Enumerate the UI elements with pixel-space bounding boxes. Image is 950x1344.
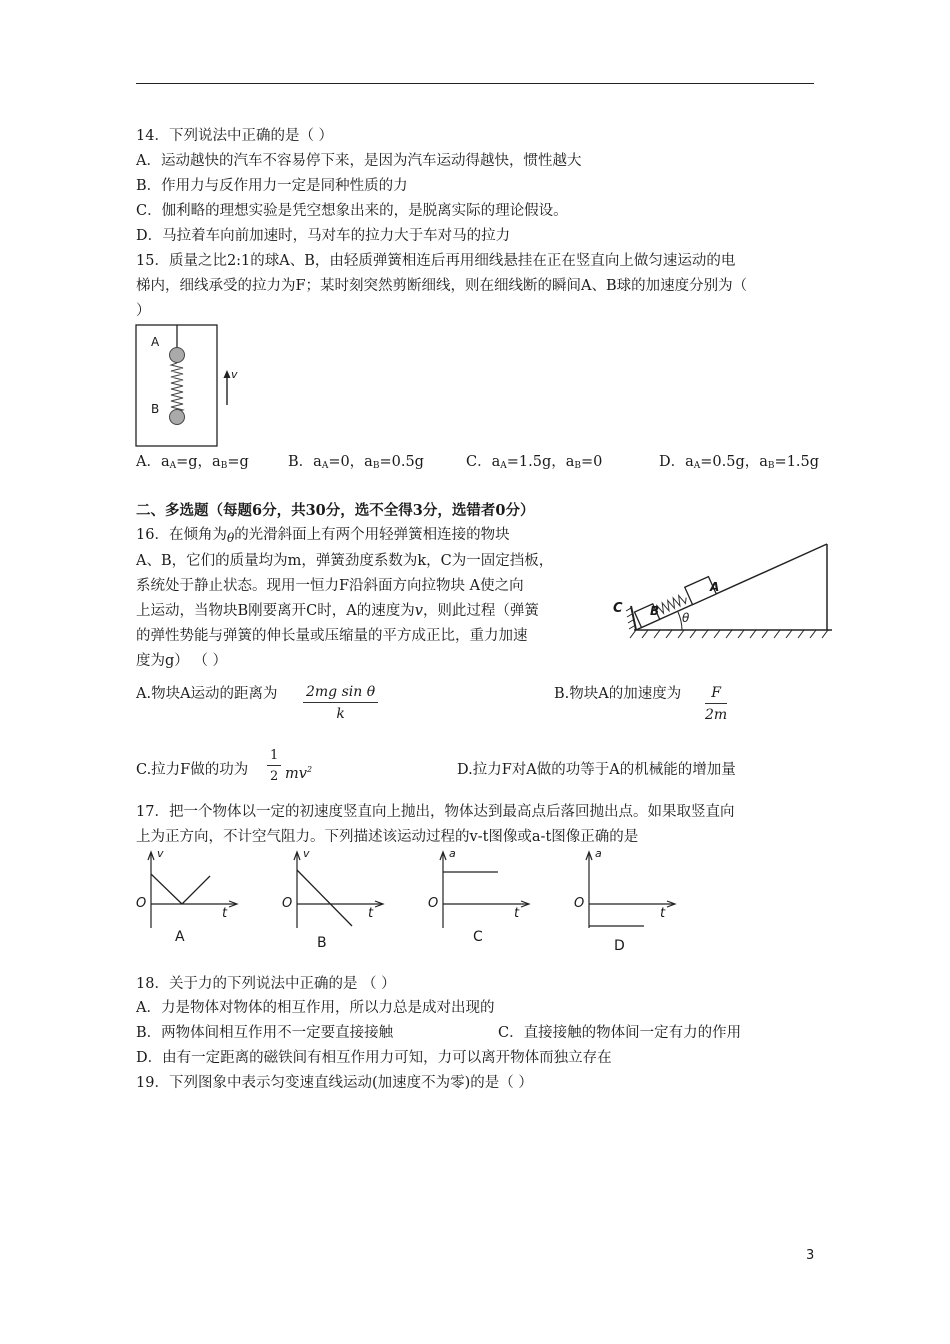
header-rule — [136, 83, 814, 84]
q16-stem-line5: 的弹性势能与弹簧的伸长量或压缩量的平方成正比，重力加速 — [136, 628, 528, 644]
q19-stem: 19．下列图象中表示匀变速直线运动(加速度不为零)的是（ ） — [136, 1075, 533, 1091]
q16-option-d: D.拉力F对A做的功等于A的机械能的增加量 — [457, 762, 736, 778]
q16-stem-line3: 系统处于静止状态。现用一恒力F沿斜面方向拉物块 A使之向 — [136, 578, 524, 594]
graph-a-line-up — [182, 876, 210, 904]
q18-option-a: A．力是物体对物体的相互作用，所以力总是成对出现的 — [136, 1000, 495, 1016]
q17-stem-line2: 上为正方向，不计空气阻力。下列描述该运动过程的v-t图像或a-t图像正确的是 — [136, 829, 639, 845]
graph-d-y-label: a — [595, 847, 602, 860]
graph-c-label: C — [473, 929, 483, 945]
q18-option-d: D．由有一定距离的磁铁间有相互作用力可知，力可以离开物体而独立存在 — [136, 1050, 612, 1066]
graph-c-y-label: a — [449, 847, 456, 860]
q16-option-c-fraction: $\frac{1}{2}$ — [267, 748, 281, 784]
q16-option-c-expr: $mv^2$ — [285, 765, 313, 782]
q16-stem-line1: 16．在倾角为$_\theta$的光滑斜面上有两个用轻弹簧相连接的物块 — [136, 527, 510, 545]
q18-option-b: B．两物体间相互作用不一定要直接接触 — [136, 1025, 394, 1041]
spring — [171, 363, 183, 412]
section-heading: 二、多选题（每题6分，共30分，选不全得3分，选错者0分） — [136, 502, 535, 519]
q14-option-d: D．马拉着车向前加速时，马对车的拉力大于车对马的拉力 — [136, 228, 511, 244]
graph-a-origin: O — [136, 896, 147, 911]
graph-d-x-label: t — [660, 906, 666, 921]
page-number: 3 — [806, 1248, 815, 1263]
graph-b-origin: O — [282, 896, 293, 911]
q16-incline-figure — [614, 536, 834, 646]
graph-a-line-down — [151, 874, 182, 904]
q16-label-b: B — [650, 604, 660, 618]
ball-a — [170, 348, 185, 363]
q16-option-b-fraction: $\frac{F}{2m}$ — [705, 685, 728, 723]
q15-label-b: B — [151, 402, 160, 416]
q15-stem-line3: ） — [136, 303, 151, 319]
q15-label-v: v — [231, 368, 238, 381]
graph-a-label: A — [175, 929, 185, 945]
q16-stem-line6: 度为g） （ ） — [136, 653, 227, 669]
graph-d-label: D — [614, 938, 625, 954]
q15-stem-line1: 15．质量之比2:1的球A、B，由轻质弹簧相连后再用细线悬挂在正在竖直向上做匀速运动的电 — [136, 253, 736, 269]
q15-option-d: D．$a_A=0.5g$，$a_B=1.5g$ — [659, 454, 820, 471]
graph-c-x-label: t — [514, 906, 520, 921]
q16-stem-line4: 上运动，当物块B刚要离开C时，A的速度为v，则此过程（弹簧 — [136, 603, 539, 619]
graph-a-y-label: v — [157, 847, 164, 860]
graph-d-origin: O — [574, 896, 585, 911]
q14-option-b: B．作用力与反作用力一定是同种性质的力 — [136, 178, 408, 194]
graph-b-label: B — [317, 935, 327, 951]
q16-stem-line2: A、B，它们的质量均为m，弹簧劲度系数为k，C为一固定挡板， — [136, 553, 554, 569]
incline-surface — [636, 544, 827, 630]
q16-option-a-text: A.物块A运动的距离为 — [136, 686, 278, 702]
q17-stem-line1: 17．把一个物体以一定的初速度竖直向上抛出，物体达到最高点后落回抛出点。如果取竖直向 — [136, 804, 735, 820]
q15-stem-line2: 梯内，细线承受的拉力为F；某时刻突然剪断细线，则在细线断的瞬间A、B球的加速度分别为（ — [136, 278, 748, 294]
q15-option-a: A．$a_A=g$，$a_B=g$ — [136, 454, 249, 471]
graph-b-x-label: t — [368, 906, 374, 921]
q16-label-a: A — [710, 580, 720, 594]
q16-option-b-text: B.物块A的加速度为 — [554, 686, 682, 702]
q14-stem: 14．下列说法中正确的是（ ） — [136, 128, 334, 144]
q15-label-a: A — [151, 335, 160, 349]
q16-label-theta: θ — [682, 611, 690, 625]
q14-option-a: A．运动越快的汽车不容易停下来，是因为汽车运动得越快，惯性越大 — [136, 153, 582, 169]
q16-option-c-text: C.拉力F做的功为 — [136, 762, 249, 778]
ball-b — [170, 410, 185, 425]
q14-option-c: C．伽利略的理想实验是凭空想象出来的，是脱离实际的理论假设。 — [136, 203, 568, 219]
q15-option-c: C．$a_A=1.5g$，$a_B=0$ — [466, 454, 603, 471]
graph-b-y-label: v — [303, 847, 310, 860]
q18-stem: 18．关于力的下列说法中正确的是 （ ） — [136, 976, 396, 992]
q16-option-a-fraction: $\frac{\text{2mg sin θ}}{k}$ — [303, 684, 378, 722]
q15-option-b: B．$a_A=0$，$a_B=0.5g$ — [288, 454, 424, 471]
graph-b-line — [297, 870, 352, 926]
q16-label-c: C — [613, 601, 623, 616]
graph-a-x-label: t — [222, 906, 228, 921]
q18-option-c: C．直接接触的物体间一定有力的作用 — [498, 1025, 742, 1041]
graph-c-origin: O — [428, 896, 439, 911]
